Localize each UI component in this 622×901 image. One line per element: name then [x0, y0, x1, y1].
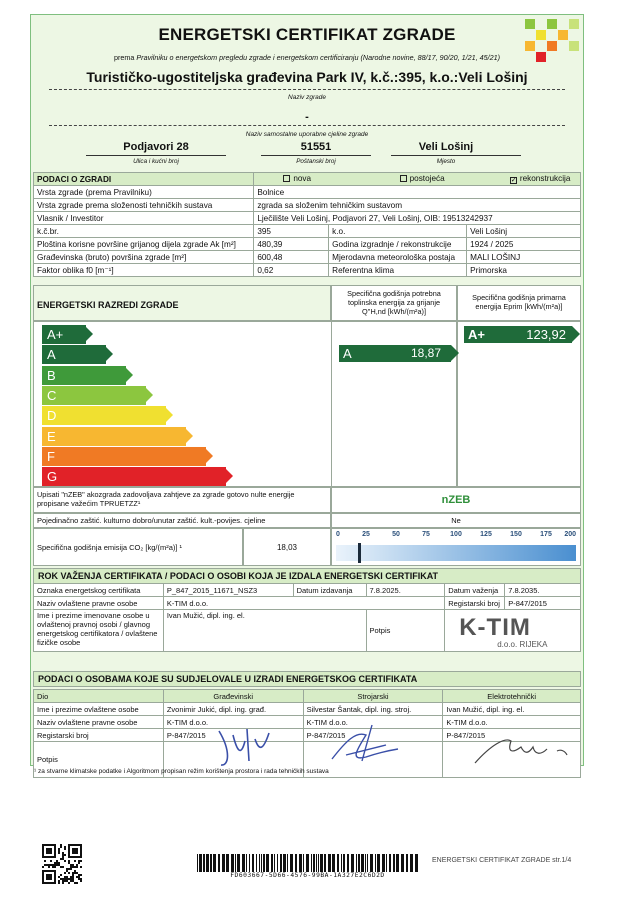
barcode-text: FD603667-5D66-4576-99BA-1A327E2C6D2D	[230, 872, 385, 879]
co2-tick-label: 75	[422, 531, 430, 538]
table-row: k.č.br. 395 k.o. Veli Lošinj	[34, 225, 581, 238]
divider	[261, 155, 371, 156]
co2-marker	[358, 543, 361, 563]
page-label: ENERGETSKI CERTIFIKAT ZGRADE str.1/4	[432, 857, 572, 864]
table-row: Naziv ovlaštene pravne osobe K-TIM d.o.o. K-TIM d.o.o. K-TIM d.o.o.	[34, 716, 581, 729]
table-row: Ime i prezime imenovane osobe u ovlaštenoj pravnoj osobi / glavnog energetskog certifikatora / ovlaštene fizičke osobe Ivan Mužić, dipl. ing. el. Potpis K-TIM d.o.o. RIJEKA	[34, 610, 581, 652]
co2-tick-label: 50	[392, 531, 400, 538]
class-bar-d: D	[43, 407, 165, 424]
checkbox-checked-icon: ✓	[510, 177, 517, 184]
place-caption: Mjesto	[436, 158, 456, 165]
divider	[49, 125, 565, 126]
heritage-value: Ne	[331, 513, 581, 528]
footnote: ¹ za stvarne klimatske podatke i Algoritmom propisan režim korištenja prostora i rada tehničkih sustava	[34, 768, 329, 775]
heat-class-marker: A 18,87	[339, 345, 451, 362]
postcode-caption: Poštanski broj	[296, 158, 336, 165]
co2-tick-label: 150	[510, 531, 522, 538]
signature-civil	[211, 721, 281, 771]
class-bar-b: B	[43, 367, 125, 384]
certificate-frame	[30, 14, 584, 766]
primary-column	[457, 321, 581, 487]
signature-mechanical	[326, 721, 406, 769]
co2-gradient-bar	[336, 545, 576, 561]
nzeb-value: nZEB	[331, 487, 581, 513]
section-title: ROK VAŽENJA CERTIFIKATA / PODACI O OSOBI KOJA JE IZDALA ENERGETSKI CERTIFIKAT	[33, 568, 581, 584]
table-row: Oznaka energetskog certifikata P_847_2015_11671_NSZ3 Datum izdavanja 7.8.2025. Datum važenja 7.8.2035.	[34, 584, 581, 597]
section-title: PODACI O OSOBAMA KOJE SU SUDJELOVALE U IZRADI ENERGETSKOG CERTIFIKATA	[33, 671, 581, 687]
co2-ticks	[332, 531, 580, 541]
table-row: Registarski broj P-847/2015 P-847/2015 P-847/2015	[34, 729, 581, 742]
qr-code	[40, 842, 84, 886]
building-table	[33, 172, 581, 277]
building-name: Turističko-ugostiteljska građevina Park IV, k.č.:395, k.o.:Veli Lošinj	[86, 69, 528, 85]
unit-name-caption: Naziv samostalne uporabne cjeline zgrade	[245, 131, 369, 138]
section-title: PODACI O ZGRADI	[34, 173, 254, 186]
table-row: Dio Građevinski Strojarski Elektrotehnički	[34, 690, 581, 703]
table-row: Faktor oblika f0 [m⁻¹] 0,62 Referentna klima Primorska	[34, 264, 581, 277]
option-postojeca: postojeća	[340, 174, 470, 183]
co2-scale	[331, 528, 581, 566]
table-row: Vrsta zgrade (prema Pravilniku) Bolnice	[34, 186, 581, 199]
building-name-caption: Naziv zgrade	[288, 94, 326, 101]
energy-section	[33, 285, 331, 321]
divider	[86, 155, 226, 156]
validity-table	[33, 583, 581, 652]
class-bar-a: A	[43, 346, 105, 363]
table-row: Potpis	[34, 742, 581, 778]
company-stamp	[445, 610, 581, 652]
option-rekonstrukcija: ✓ rekonstrukcija	[510, 174, 571, 184]
regulation-subtitle: prema Pravilniku o energetskom pregledu zgrade i energetskom certificiranju (Narodne novine, 88/17, 90/20, 1/21, 45/21)	[114, 53, 500, 62]
co2-tick-label: 25	[362, 531, 370, 538]
class-bar-f: F	[43, 448, 205, 465]
unit-name: -	[305, 111, 309, 123]
checkbox-nova	[283, 175, 290, 182]
class-bar-e: E	[43, 428, 185, 445]
class-bar-aplus: A+	[43, 326, 85, 343]
co2-tick-label: 200	[564, 531, 576, 538]
checkbox-postojeca	[400, 175, 407, 182]
table-row: Građevinska (bruto) površina zgrade [m²] 600,48 Mjerodavna meteorološka postaja MALI LOŠINJ	[34, 251, 581, 264]
co2-value: 18,03	[243, 528, 331, 566]
table-row: Naziv ovlaštene pravne osobe K-TIM d.o.o. Registarski broj P-847/2015	[34, 597, 581, 610]
barcode	[195, 854, 420, 872]
primary-caption: Specifična godišnja primarna energija Eprim [kWh/(m²a)]	[457, 285, 581, 321]
table-row: Ploština korisne površine grijanog dijela zgrade Ak [m²] 480,39 Godina izgradnje / rekonstrukcije 1924 / 2025	[34, 238, 581, 251]
class-bar-g: G	[43, 468, 225, 485]
nzeb-text: Upisati "nZEB" akozgrada zadovoljava zahtjeve za zgrade gotovo nulte energije propisane važećim TPRUETZZ¹	[33, 487, 331, 513]
heritage-text: Pojedinačno zaštić. kulturno dobro/unutar zaštić. kult.-povijes. cjeline	[33, 513, 331, 528]
page-title: ENERGETSKI CERTIFIKAT ZGRADE	[158, 25, 456, 44]
co2-label: Specifična godišnja emisija CO₂ [kg/(m²a)] ¹	[33, 528, 243, 566]
stamp-subtext: d.o.o. RIJEKA	[497, 640, 548, 649]
co2-tick-label: 175	[540, 531, 552, 538]
heat-caption: Specifična godišnja potrebna toplinska energija za grijanje Q''H,nd [kWh/(m²a)]	[331, 285, 457, 321]
co2-tick-label: 125	[480, 531, 492, 538]
postcode: 51551	[300, 141, 332, 153]
co2-tick-label: 100	[450, 531, 462, 538]
option-nova: nova	[257, 174, 337, 183]
table-row: Vlasnik / Investitor Lječilište Veli Lošinj, Podjavori 27, Veli Lošinj, OIB: 19513242937	[34, 212, 581, 225]
class-bar-c: C	[43, 387, 145, 404]
signature-electrical	[471, 731, 571, 767]
table-row: Vrsta zgrade prema složenosti tehničkih sustava zgrada sa složenim tehničkim sustavom	[34, 199, 581, 212]
stamp-logo-text: K-TIM	[459, 614, 531, 641]
street: Podjavori 28	[123, 141, 189, 153]
divider	[391, 155, 521, 156]
section-title: ENERGETSKI RAZREDI ZGRADE	[37, 300, 179, 310]
co2-tick-label: 0	[336, 531, 340, 538]
table-row: Ime i prezime ovlaštene osobe Zvonimir Jukić, dipl. ing. građ. Silvestar Šantak, dipl. ing. stroj. Ivan Mužić, dipl. ing. el.	[34, 703, 581, 716]
building-status-options	[254, 173, 581, 186]
place: Veli Lošinj	[418, 141, 474, 153]
building-header-row	[34, 173, 581, 186]
primary-class-marker: A+ 123,92	[464, 326, 572, 343]
street-caption: Ulica i kućni broj	[133, 158, 179, 165]
divider	[49, 89, 565, 90]
